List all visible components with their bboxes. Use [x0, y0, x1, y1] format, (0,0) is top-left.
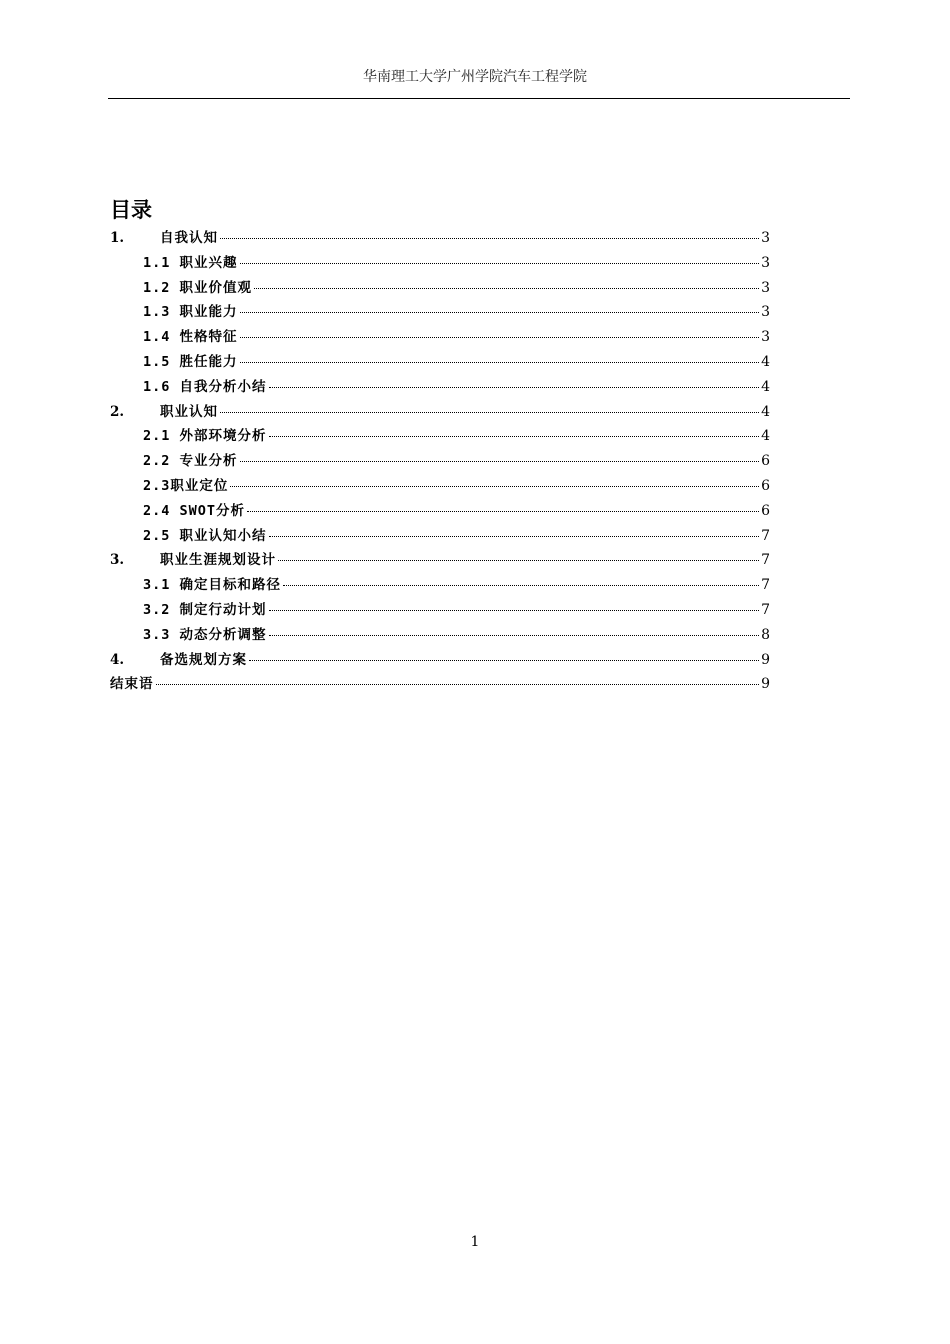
- toc-entry-label: 2.2 专业分析: [143, 453, 238, 470]
- header-rule: [108, 98, 850, 99]
- toc-entry-page: 4: [761, 378, 770, 395]
- toc-entry-label: 1.4 性格特征: [143, 329, 238, 346]
- toc-entry-page: 7: [761, 552, 770, 569]
- table-of-contents: [110, 226, 770, 697]
- toc-entry-page: 7: [761, 577, 770, 594]
- toc-leader-dots: [278, 560, 759, 561]
- toc-entry-page: 7: [761, 601, 770, 618]
- toc-entry-label: 自我认知: [160, 230, 218, 246]
- toc-entry[interactable]: [110, 449, 770, 474]
- toc-entry-label: 2.4 SWOT分析: [143, 502, 246, 519]
- toc-entry-label: 3.1 确定目标和路径: [143, 577, 282, 594]
- toc-entry[interactable]: [110, 672, 770, 697]
- toc-leader-dots: [240, 263, 760, 264]
- toc-entry-label: 3.3 动态分析调整: [143, 626, 267, 643]
- toc-entry-number: 4.: [110, 651, 125, 668]
- toc-entry-page: 3: [761, 329, 770, 346]
- toc-leader-dots: [156, 684, 760, 685]
- toc-leader-dots: [240, 312, 760, 313]
- toc-entry[interactable]: [110, 623, 770, 648]
- toc-title: 目录: [110, 198, 152, 222]
- toc-entry-label: 2.1 外部环境分析: [143, 428, 267, 445]
- toc-entry-page: 8: [761, 626, 770, 643]
- toc-entry-label: 1.6 自我分析小结: [143, 378, 267, 395]
- toc-leader-dots: [220, 412, 759, 413]
- toc-leader-dots: [249, 660, 759, 661]
- toc-entry-page: 9: [761, 676, 770, 693]
- toc-leader-dots: [240, 362, 760, 363]
- toc-entry-label: 2.3职业定位: [143, 477, 229, 494]
- page-number: 1: [470, 1234, 480, 1250]
- toc-entry-page: 6: [761, 453, 770, 470]
- toc-entry[interactable]: [110, 648, 770, 673]
- toc-entry-page: 6: [761, 477, 770, 494]
- toc-entry[interactable]: [110, 251, 770, 276]
- toc-leader-dots: [269, 536, 760, 537]
- toc-entry-page: 7: [761, 527, 770, 544]
- toc-entry[interactable]: [110, 325, 770, 350]
- toc-entry[interactable]: [110, 598, 770, 623]
- toc-leader-dots: [220, 238, 759, 239]
- toc-leader-dots: [269, 635, 760, 636]
- toc-entry-page: 4: [761, 403, 770, 420]
- toc-entry-page: 3: [761, 304, 770, 321]
- toc-leader-dots: [240, 461, 760, 462]
- toc-entry[interactable]: [110, 375, 770, 400]
- toc-entry-page: 3: [761, 254, 770, 271]
- toc-leader-dots: [283, 585, 759, 586]
- toc-leader-dots: [269, 387, 760, 388]
- toc-entry-label: 1.5 胜任能力: [143, 353, 238, 370]
- toc-leader-dots: [230, 486, 759, 487]
- toc-entry[interactable]: [110, 424, 770, 449]
- toc-leader-dots: [269, 436, 760, 437]
- toc-leader-dots: [247, 511, 759, 512]
- toc-entry-label: 1.1 职业兴趣: [143, 254, 238, 271]
- toc-entry[interactable]: [110, 499, 770, 524]
- toc-entry-page: 3: [761, 279, 770, 296]
- toc-entry-label: 职业认知: [160, 403, 218, 420]
- toc-entry[interactable]: [110, 400, 770, 425]
- toc-entry-number: 3.: [110, 552, 125, 569]
- toc-entry-page: 3: [761, 230, 770, 246]
- toc-leader-dots: [269, 610, 760, 611]
- toc-entry[interactable]: [110, 474, 770, 499]
- toc-entry-page: 4: [761, 428, 770, 445]
- toc-entry-label: 1.2 职业价值观: [143, 279, 253, 296]
- toc-entry-label: 备选规划方案: [160, 651, 247, 668]
- toc-entry-label: 职业生涯规划设计: [160, 552, 276, 569]
- toc-leader-dots: [240, 337, 760, 338]
- toc-entry[interactable]: [110, 573, 770, 598]
- toc-leader-dots: [254, 288, 759, 289]
- page-header: 华南理工大学广州学院汽车工程学院: [363, 69, 587, 85]
- toc-entry[interactable]: [110, 350, 770, 375]
- toc-entry[interactable]: [110, 276, 770, 301]
- toc-entry-number: 1.: [110, 230, 125, 246]
- toc-entry-label: 2.5 职业认知小结: [143, 527, 267, 544]
- toc-entry-label: 结束语: [110, 676, 154, 693]
- toc-entry-page: 4: [761, 353, 770, 370]
- toc-entry-number: 2.: [110, 403, 125, 420]
- toc-entry[interactable]: [110, 524, 770, 549]
- toc-entry[interactable]: [110, 548, 770, 573]
- toc-entry[interactable]: [110, 226, 770, 251]
- toc-entry-label: 3.2 制定行动计划: [143, 601, 267, 618]
- toc-entry-page: 6: [761, 502, 770, 519]
- toc-entry-page: 9: [761, 651, 770, 668]
- toc-entry-label: 1.3 职业能力: [143, 304, 238, 321]
- toc-entry[interactable]: [110, 300, 770, 325]
